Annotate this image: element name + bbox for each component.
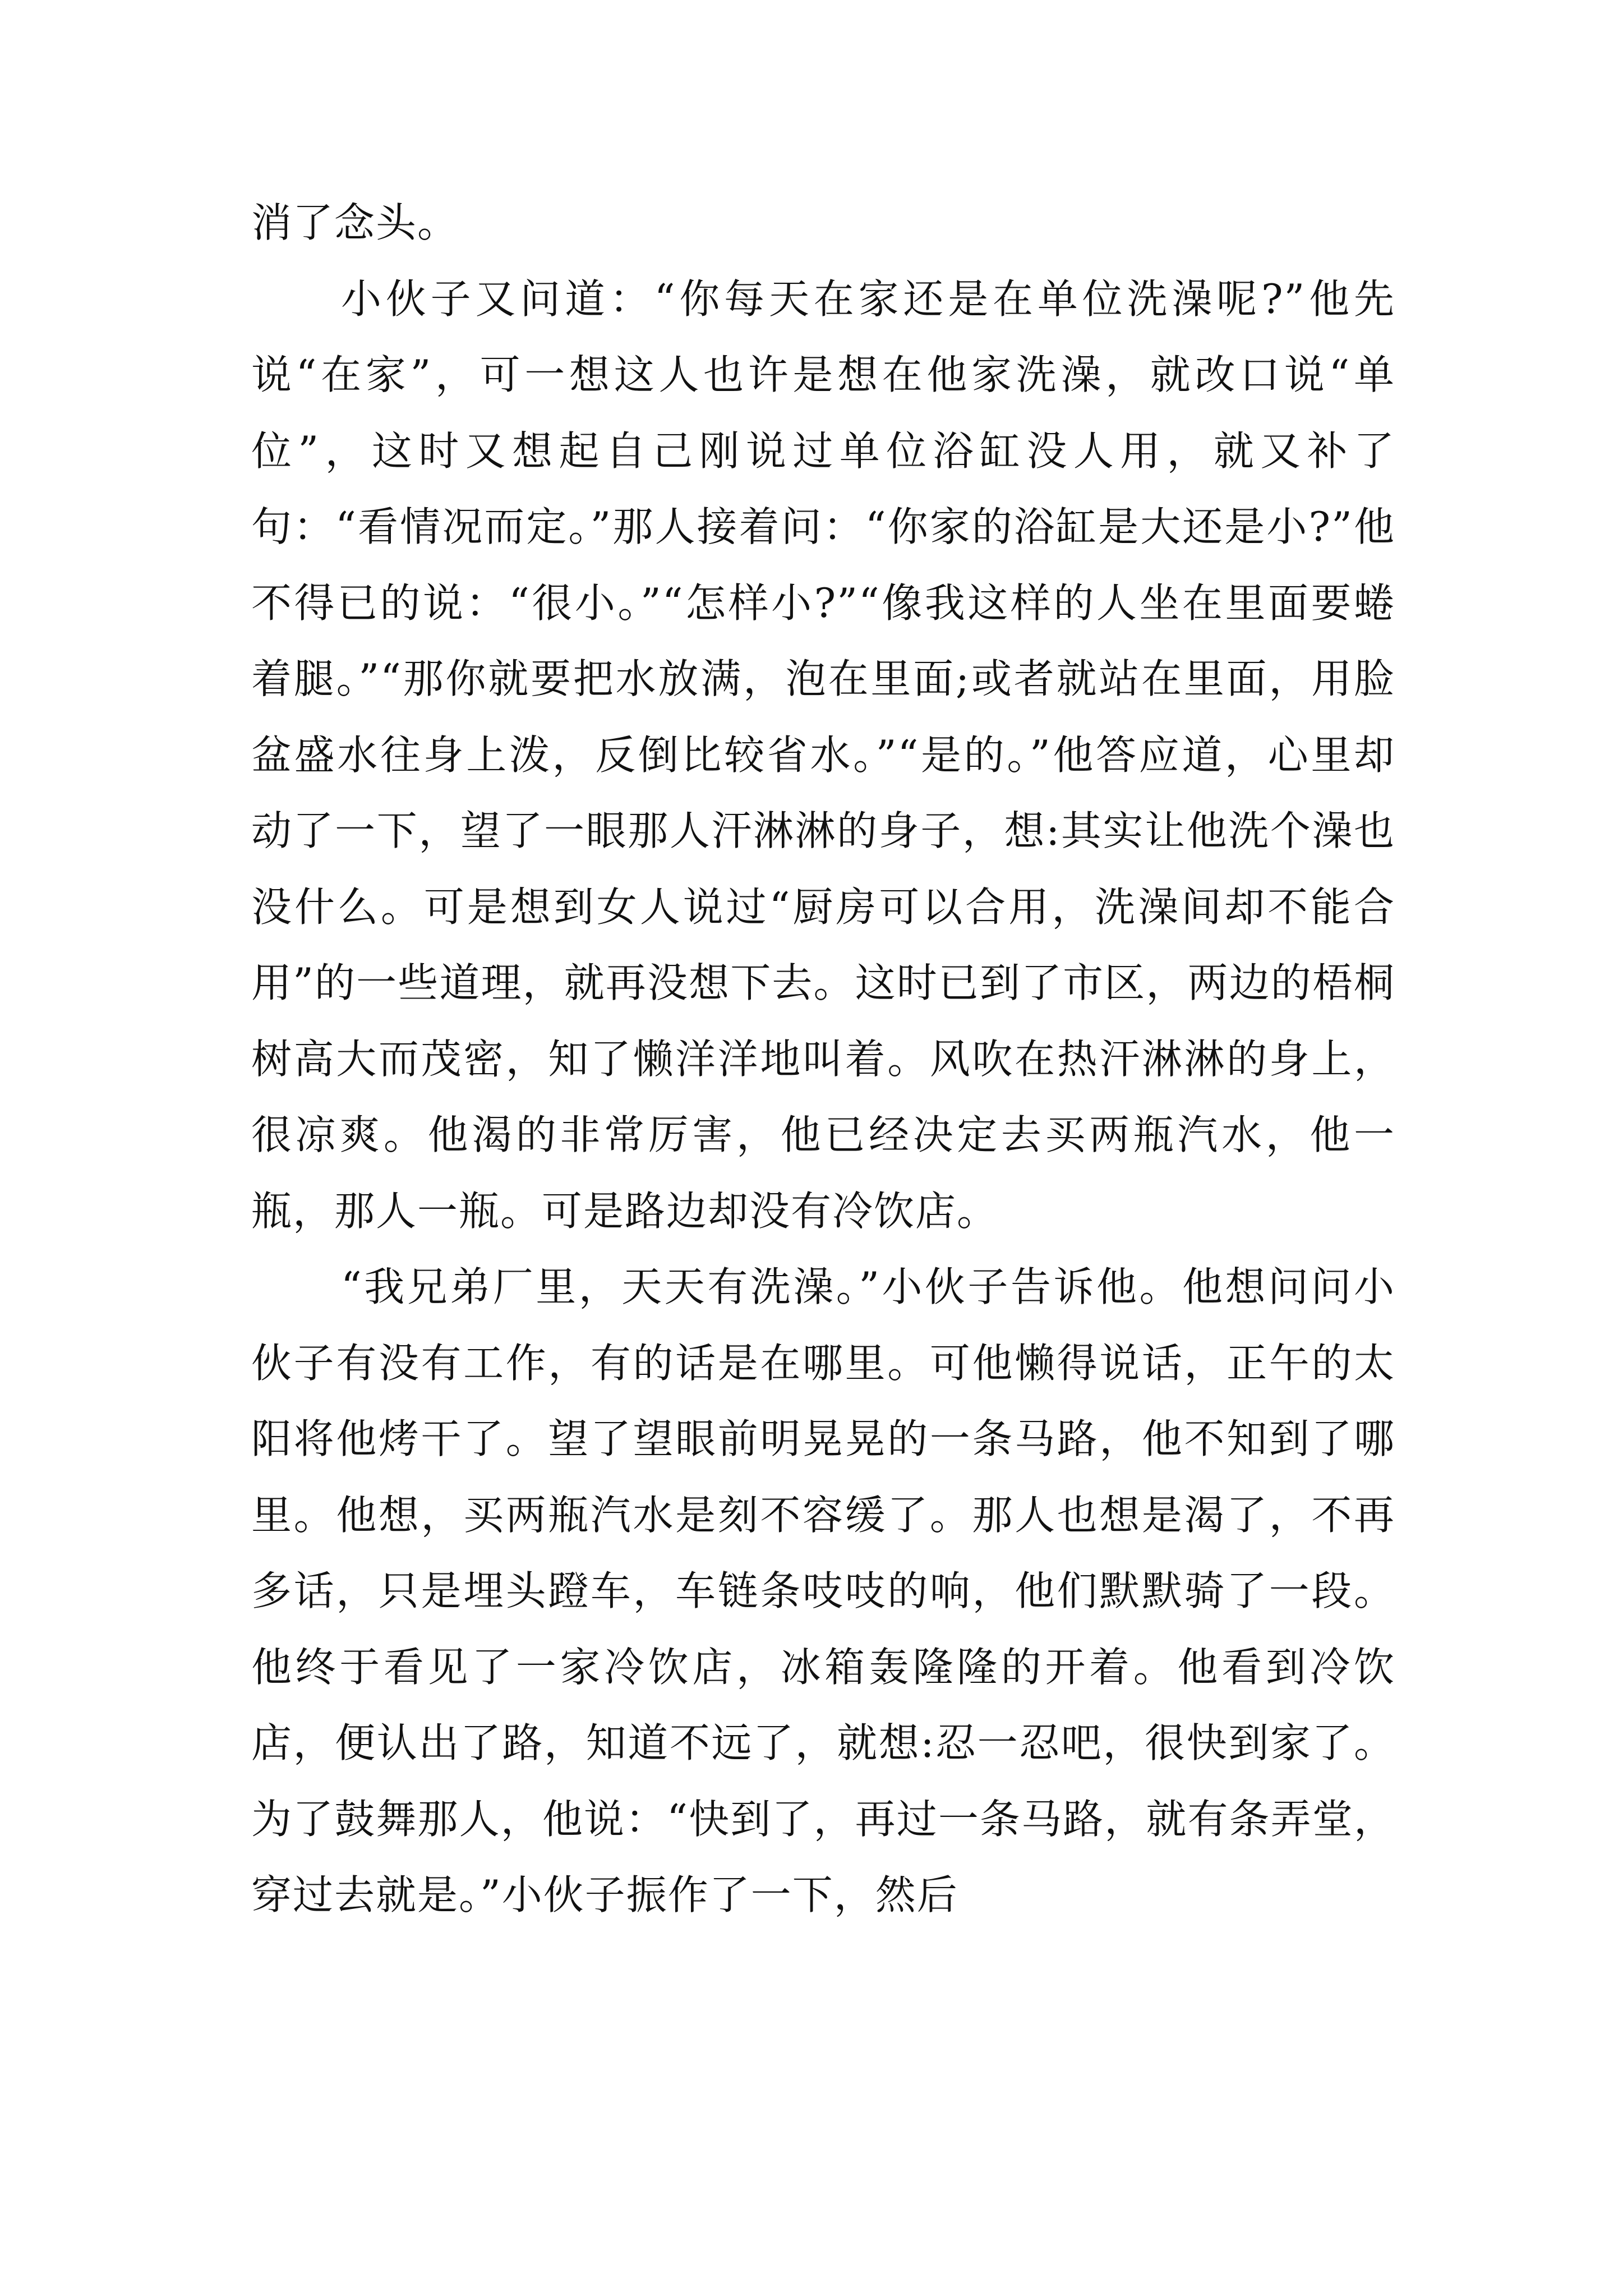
body-text <box>251 185 1395 1934</box>
paragraph-1: 消了念头。 <box>251 199 459 246</box>
paragraph-3: “我兄弟厂里，天天有洗澡。”小伙子告诉他。他想问问小伙子有没有工作，有的话是在哪里。可他懒得说话，正午的太阳将他烤干了。望了望眼前明晃晃的一条马路，他不知到了哪里。他想，买两瓶汽水是刻不容缓了。那人也想是渴了，不再多话，只是埋头蹬车，车链条吱吱的响，他们默默骑了一段。他终于看见了一家冷饮店，冰箱轰隆隆的开着。他看到冷饮店，便认出了路，知道不远了，就想:忍一忍吧，很快到家了。为了鼓舞那人，他说：“快到了，再过一条马路，就有条弄堂，穿过去就是。”小伙子振作了一下，然后 <box>251 1263 1395 1918</box>
paragraph-2: 小伙子又问道：“你每天在家还是在单位洗澡呢?”他先说“在家”，可一想这人也许是想在他家洗澡，就改口说“单位”，这时又想起自己刚说过单位浴缸没人用，就又补了句：“看情况而定。”那人接着问：“你家的浴缸是大还是小?”他不得已的说：“很小。”“怎样小?”“像我这样的人坐在里面要蜷着腿。”“那你就要把水放满，泡在里面;或者就站在里面，用脸盆盛水往身上泼，反倒比较省水。”“是的。”他答应道，心里却动了一下，望了一眼那人汗淋淋的身子，想:其实让他洗个澡也没什么。可是想到女人说过“厨房可以合用，洗澡间却不能合用”的一些道理，就再没想下去。这时已到了市区，两边的梧桐树高大而茂密，知了懒洋洋地叫着。风吹在热汗淋淋的身上，很凉爽。他渴的非常厉害，他已经决定去买两瓶汽水，他一瓶，那人一瓶。可是路边却没有冷饮店。 <box>251 275 1395 1235</box>
